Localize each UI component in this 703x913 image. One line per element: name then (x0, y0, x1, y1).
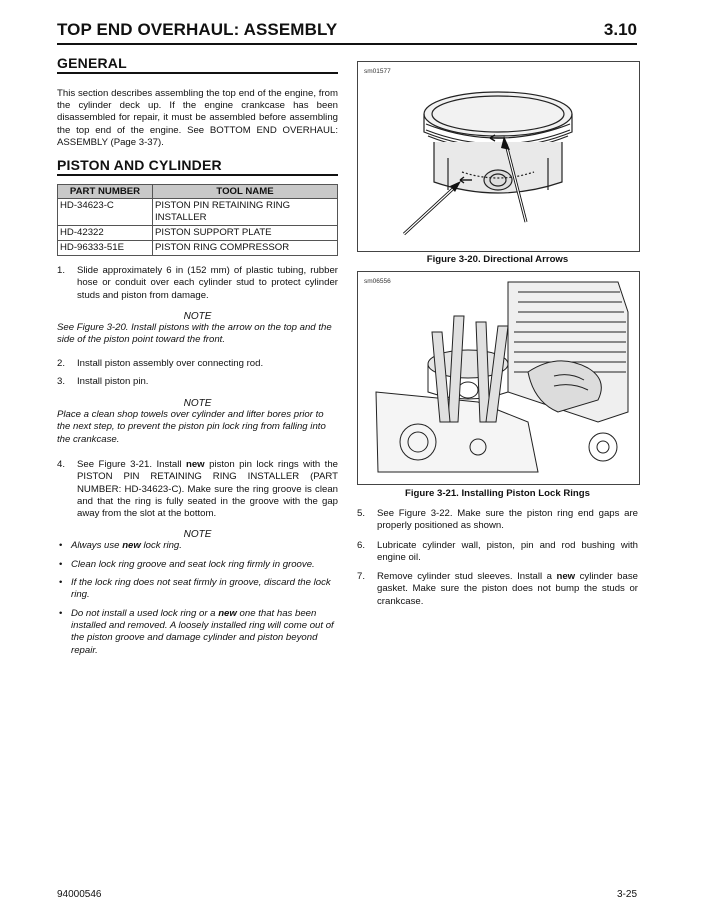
note-bullet (57, 540, 338, 552)
step-text: See Figure 3-21. Install (77, 458, 186, 470)
bullet-mark: • (59, 558, 63, 570)
col-tool-name: TOOL NAME (153, 185, 338, 199)
step-text: piston pin lock rings with the PISTON PIN RETAINING RING INSTALLER (PART NUMBER: HD-34623-C). Make sure the ring groove is clean and that the ring is fully seated in the groove with the gap away from the slot at the bottom. (77, 458, 338, 520)
figure-3-21-caption: Figure 3-21. Installing Piston Lock Rings (405, 488, 590, 499)
doc-number: 94000546 (57, 889, 102, 900)
note-text: Always use (71, 540, 123, 552)
figure-3-21 (357, 271, 640, 485)
emphasis-new: new (122, 540, 141, 552)
note-bullets (57, 540, 338, 656)
step-1 (57, 265, 338, 302)
step-3 (57, 376, 338, 388)
step-4 (57, 459, 338, 520)
steps-list-2 (57, 358, 338, 389)
figure-3-20-caption: Figure 3-20. Directional Arrows (426, 254, 569, 265)
part-number-cell: HD-42322 (58, 226, 153, 241)
section-number: 3.10 (603, 20, 637, 39)
note-heading: NOTE (183, 529, 212, 541)
steps-list-4 (357, 508, 638, 608)
step-2 (57, 358, 338, 370)
bullet-mark: • (59, 540, 63, 552)
step-text: Slide approximately 6 in (152 mm) of plastic tubing, rubber hose or conduit over each cylinder stud to protect cylinder studs and piston from damage. (77, 265, 338, 301)
emphasis-new: new (218, 607, 237, 619)
step-number: 6. (357, 539, 366, 551)
step-text: Lubricate cylinder wall, piston, pin and rod bushing with engine oil. (377, 539, 638, 563)
note-text: If the lock ring does not seat firmly in groove, discard the lock ring. (71, 577, 331, 601)
emphasis-new: new (556, 571, 576, 583)
part-number-cell: HD-96333-51E (58, 241, 153, 256)
page-number: 3-25 (616, 889, 637, 900)
general-paragraph: This section describes assembling the top end of the engine, from the cylinder deck up. If the engine crankcase has been disassembled for repair, it must be assembled before assembling the top end of the engine. See BOTTOM END OVERHAUL: ASSEMBLY (Page 3-37). (57, 88, 338, 148)
step-5 (357, 508, 638, 533)
step-text: Install piston assembly over connecting rod. (77, 357, 264, 369)
general-heading: GENERAL (57, 55, 338, 74)
bullet-mark: • (59, 607, 63, 619)
note-text: Do not install a used lock ring or a (71, 607, 219, 619)
note-text: Clean lock ring groove and seat lock ring firmly in groove. (71, 558, 315, 570)
tool-name-cell: PISTON RING COMPRESSOR (153, 241, 338, 256)
note-text: lock ring. (140, 540, 182, 552)
note-bullet (57, 577, 338, 602)
note-text: Place a clean shop towels over cylinder and lifter bores prior to the next step, to prevent the piston pin lock ring from falling into the crankcase. (57, 409, 326, 445)
table-row (58, 241, 338, 256)
note-text: See Figure 3-20. Install pistons with the arrow on the top and the side of the piston point toward the front. (57, 321, 332, 346)
table-row (58, 226, 338, 241)
step-text: Install piston pin. (77, 375, 149, 387)
right-column (357, 508, 638, 608)
tool-name-cell: PISTON PIN RETAINING RING INSTALLER (153, 199, 338, 226)
bullet-mark: • (59, 577, 63, 589)
step-number: 4. (57, 458, 66, 470)
emphasis-new: new (185, 458, 205, 470)
note-text: one that has been installed and removed. A loosely installed ring will come out of the piston groove and damage cylinder and piston beyond repair. (71, 607, 334, 656)
steps-list-1 (57, 265, 338, 302)
table-row (58, 199, 338, 226)
part-number-cell: HD-34623-C (58, 199, 153, 226)
figure-3-20 (357, 61, 640, 252)
figure-id: sm06556 (364, 278, 391, 285)
note-heading: NOTE (183, 398, 212, 410)
step-number: 1. (57, 265, 66, 277)
step-text: See Figure 3-22. Make sure the piston ring end gaps are properly positioned as shown. (377, 508, 638, 532)
step-number: 3. (57, 375, 66, 387)
tool-name-cell: PISTON SUPPORT PLATE (153, 226, 338, 241)
step-text: Remove cylinder stud sleeves. Install a (377, 571, 557, 583)
tools-table (57, 184, 338, 256)
step-text: cylinder base gasket. Make sure the piston does not bump the studs or crankcase. (377, 571, 638, 607)
note-bullet (57, 608, 338, 657)
steps-list-3 (57, 459, 338, 520)
note-heading: NOTE (183, 310, 212, 322)
step-6 (357, 540, 638, 565)
piston-illustration (358, 62, 639, 251)
figure-id: sm01577 (364, 68, 391, 75)
step-number: 5. (357, 508, 366, 519)
note-bullet (57, 559, 338, 571)
col-part-number: PART NUMBER (58, 185, 153, 199)
step-number: 2. (57, 357, 66, 369)
step-7 (357, 571, 638, 608)
page-title: TOP END OVERHAUL: ASSEMBLY (57, 20, 338, 39)
header-rule (57, 43, 637, 45)
piston-heading: PISTON AND CYLINDER (57, 157, 338, 176)
tools-table-header (58, 185, 338, 199)
piston-lock-ring-illustration (358, 272, 639, 484)
step-number: 7. (357, 571, 366, 583)
left-column (57, 55, 338, 657)
